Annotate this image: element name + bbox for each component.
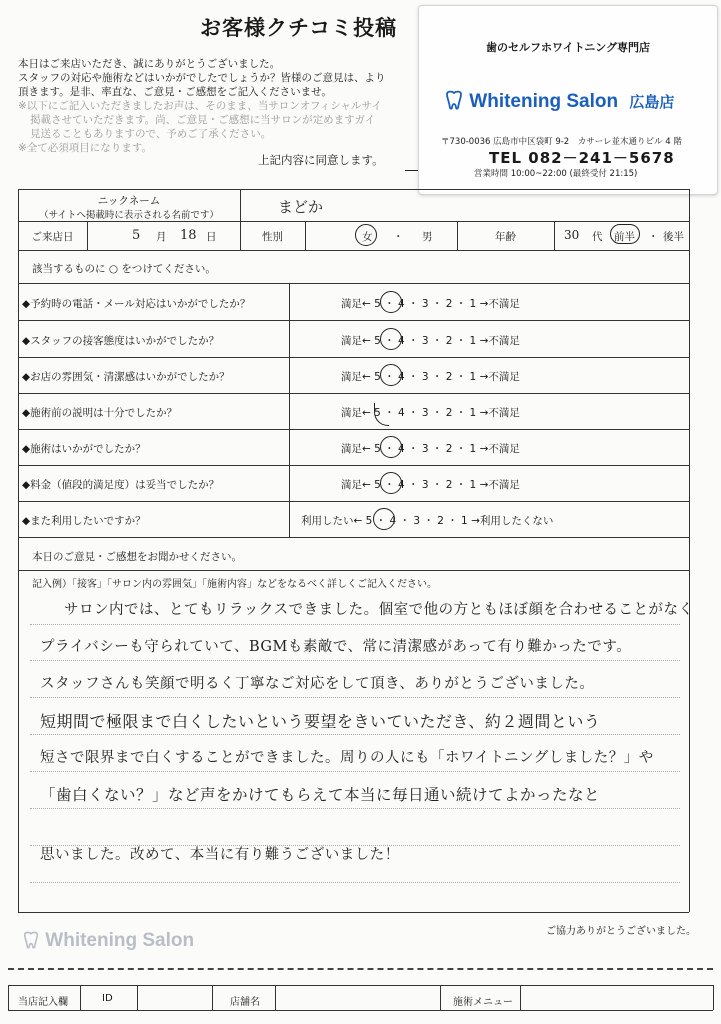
shop-address: 〒730-0036 広島市中区袋町 9-2 カサーレ並木通りビル 4 階 <box>441 137 682 147</box>
rating-question: ◆また利用したいですか？ <box>22 515 146 527</box>
footer-brand: Whitening Salon <box>45 930 195 951</box>
rating-selection-circle <box>380 436 402 458</box>
nickname-label: ニックネーム <box>97 195 161 207</box>
rating-question: ◆お店の雰囲気・清潔感はいかがでしたか？ <box>22 371 230 383</box>
rating-question: ◆施術前の説明は十分でしたか？ <box>22 407 178 419</box>
rating-selection-mark <box>374 403 389 426</box>
shop-hours: 営業時間 10:00~22:00 (最終受付 21:15) <box>474 169 638 179</box>
comment-line: サロン内では、とてもリラックスできました。個室で他の方ともほぼ顔を合わせることがなく <box>64 602 694 618</box>
notice-line: 掲載させていただきます。尚、ご意見・ご感想に当サロンが定めますガイ <box>30 114 376 126</box>
gender-female-option[interactable]: 女 <box>362 231 373 243</box>
age-unit: 代 <box>592 231 603 243</box>
rating-selection-circle <box>380 328 402 350</box>
rating-question: ◆料金（値段的満足度）は妥当でしたか？ <box>22 479 220 491</box>
rating-scale[interactable]: 満足← 5 ・ 4 ・ 3 ・ 2 ・ 1 →不満足 <box>341 443 520 455</box>
comments-heading: 本日のご意見・ご感想をお聞かせください。 <box>32 551 242 563</box>
nickname-value[interactable]: まどか <box>278 198 324 216</box>
notice-line: 見送ることもありますので、予めご了承ください。 <box>30 128 272 140</box>
tooth-icon <box>444 91 469 112</box>
intro-line: スタッフの対応や施術などはいかがでしたでしょうか？皆様のご意見は、より <box>18 72 386 84</box>
age-late-option[interactable]: 後半 <box>663 231 684 243</box>
rating-scale[interactable]: 満足← 5 ・ 4 ・ 3 ・ 2 ・ 1 →不満足 <box>341 479 520 491</box>
store-note-label: 当店記入欄 <box>18 997 68 1008</box>
id-label: ID <box>102 993 113 1004</box>
visit-date-label: ご来店日 <box>31 231 74 243</box>
rating-selection-circle <box>380 291 402 313</box>
shop-sticker <box>418 5 718 195</box>
age-label: 年齢 <box>495 231 516 243</box>
notice-line: ※全て必須項目になります。 <box>18 142 152 154</box>
rating-scale[interactable]: 満足← 5 ・ 4 ・ 3 ・ 2 ・ 1 →不満足 <box>341 335 520 347</box>
rating-question: ◆予約時の電話・メール対応はいかがでしたか？ <box>22 298 251 310</box>
footer-logo <box>22 930 194 952</box>
comment-line: スタッフさんも笑顔で明るく丁寧なご対応をして頂き、ありがとうございました。 <box>40 676 595 692</box>
menu-label: 施術メニュー <box>453 997 513 1008</box>
tooth-icon <box>22 930 45 951</box>
comments-example: 記入例）「接客」「サロン内の雰囲気」「施術内容」などをなるべく詳しくご記入ください。 <box>32 579 437 590</box>
gender-label: 性別 <box>262 231 283 243</box>
comment-line: 「歯白くない？」など声をかけてもらえて本当に毎日通い続けてよかったなと <box>40 786 601 804</box>
gender-separator: ・ <box>393 231 404 243</box>
rating-scale[interactable]: 満足← 5 ・ 4 ・ 3 ・ 2 ・ 1 →不満足 <box>341 371 520 383</box>
age-value[interactable]: 30 <box>564 228 580 242</box>
nickname-sublabel: （サイトへ掲載時に表示される名前です） <box>39 210 219 221</box>
branch-name: 広島店 <box>629 94 675 111</box>
cut-line <box>8 968 713 970</box>
thanks-text: ご協力ありがとうございました。 <box>546 926 696 937</box>
comment-line: 短さで限界まで白くすることができました。周りの人にも「ホワイトニングしました？」や <box>40 750 654 766</box>
gender-selection-circle <box>355 224 377 246</box>
store-name-label: 店舗名 <box>230 997 260 1008</box>
rating-question: ◆施術はいかがでしたか？ <box>22 443 146 455</box>
visit-day-unit: 日 <box>206 231 217 243</box>
notice-line: ※以下にご記入いただきましたお声は、そのまま、当サロンオフィシャルサイ <box>18 100 382 112</box>
comment-line: 思いました。改めて、本当に有り難うございました！ <box>40 847 400 863</box>
rating-scale[interactable]: 満足← 5 ・ 4 ・ 3 ・ 2 ・ 1 →不満足 <box>341 407 520 419</box>
rating-scale[interactable]: 満足← 5 ・ 4 ・ 3 ・ 2 ・ 1 →不満足 <box>341 298 520 310</box>
age-early-option[interactable]: 前半 <box>614 231 635 243</box>
rating-question: ◆スタッフの接客態度はいかがでしたか？ <box>22 335 220 347</box>
shop-logo <box>444 90 674 113</box>
visit-month-unit: 月 <box>156 231 167 243</box>
rating-selection-circle <box>373 508 395 530</box>
age-separator: ・ <box>648 231 659 243</box>
comment-line: 短期間で極限まで白くしたいという要望をきいていただき、約２週間という <box>40 712 601 731</box>
agree-label: 上記内容に同意します。 <box>258 153 384 167</box>
visit-day[interactable]: 18 <box>180 228 197 243</box>
shop-tagline: 歯のセルフホワイトニング専門店 <box>485 41 650 54</box>
form-title: お客様クチコミ投稿 <box>200 16 398 40</box>
visit-month[interactable]: 5 <box>132 228 141 243</box>
intro-line: 頂きます。是非、率直な、ご意見・ご感想をご記入くださいませ。 <box>18 86 332 98</box>
instruction-text: 該当するものに ○ をつけてください。 <box>32 263 216 275</box>
intro-line: 本日はご来店いただき、誠にありがとうございました。 <box>18 58 281 70</box>
rating-selection-circle <box>380 364 402 386</box>
rating-scale[interactable]: 利用したい← 5 ・ 4 ・ 3 ・ 2 ・ 1 →利用したくない <box>301 515 554 527</box>
brand-name: Whitening Salon <box>469 91 619 112</box>
age-selection-circle <box>610 224 640 244</box>
rating-selection-circle <box>380 472 402 494</box>
gender-male-option[interactable]: 男 <box>422 231 433 243</box>
shop-phone: TEL 082－241－5678 <box>489 149 675 167</box>
comment-line: プライバシーも守られていて、BGMも素敵で、常に清潔感があって有り難かったです。 <box>40 639 632 655</box>
